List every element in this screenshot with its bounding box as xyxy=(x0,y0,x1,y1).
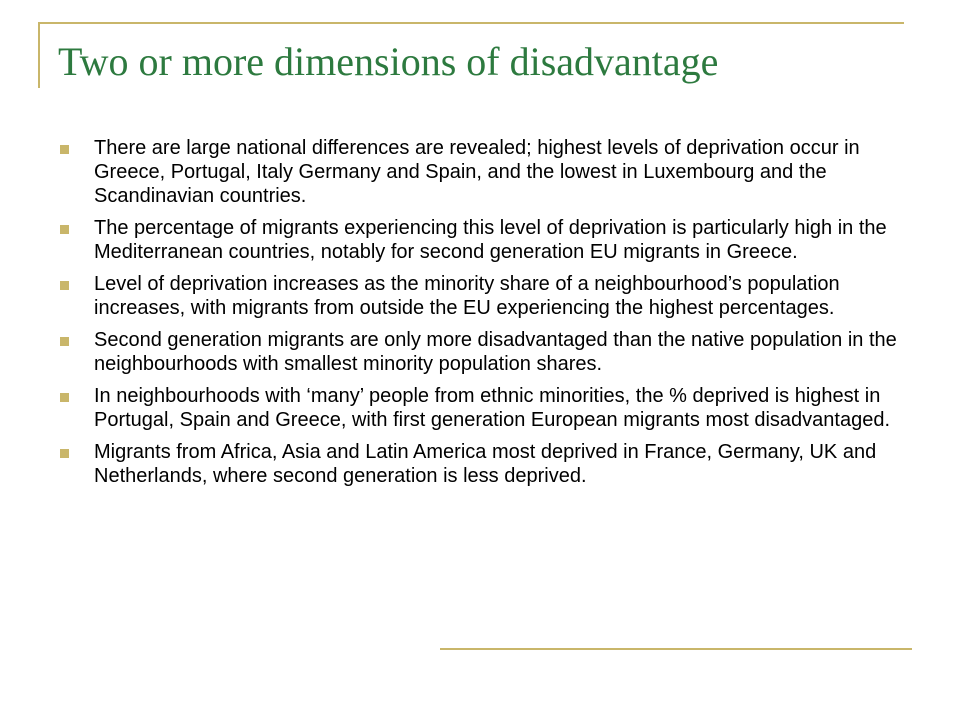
bullet-text: There are large national differences are revealed; highest levels of deprivation occur in Greece, Portugal, Italy Germany and Spain, and the lowest in Luxembourg and the Scandinavian countries. xyxy=(94,137,860,207)
top-divider-line xyxy=(38,22,904,24)
square-bullet-icon xyxy=(60,449,69,458)
bullet-text: The percentage of migrants experiencing this level of deprivation is particularly high in the Mediterranean countries, notably for second generation EU migrants in Greece. xyxy=(94,217,887,263)
bullet-item xyxy=(58,328,898,376)
bullet-text: Level of deprivation increases as the minority share of a neighbourhood’s population increases, with migrants from outside the EU experiencing the highest percentages. xyxy=(94,273,840,319)
bullet-item xyxy=(58,136,898,208)
square-bullet-icon xyxy=(60,337,69,346)
square-bullet-icon xyxy=(60,225,69,234)
bullet-item xyxy=(58,384,898,432)
bottom-divider-line xyxy=(440,648,912,650)
bullet-text: In neighbourhoods with ‘many’ people from ethnic minorities, the % deprived is highest in Portugal, Spain and Greece, with first generation European migrants most disadvantaged. xyxy=(94,385,891,431)
bullet-item xyxy=(58,440,898,488)
left-divider-line xyxy=(38,22,40,88)
square-bullet-icon xyxy=(60,393,69,402)
slide-title: Two or more dimensions of disadvantage xyxy=(58,39,719,84)
bullet-item xyxy=(58,216,898,264)
square-bullet-icon xyxy=(60,281,69,290)
bullet-list xyxy=(58,136,898,496)
bullet-text: Migrants from Africa, Asia and Latin America most deprived in France, Germany, UK and Netherlands, where second generation is less deprived. xyxy=(94,441,877,487)
square-bullet-icon xyxy=(60,145,69,154)
bullet-item xyxy=(58,272,898,320)
bullet-text: Second generation migrants are only more disadvantaged than the native population in the neighbourhoods with smallest minority population shares. xyxy=(94,329,897,375)
